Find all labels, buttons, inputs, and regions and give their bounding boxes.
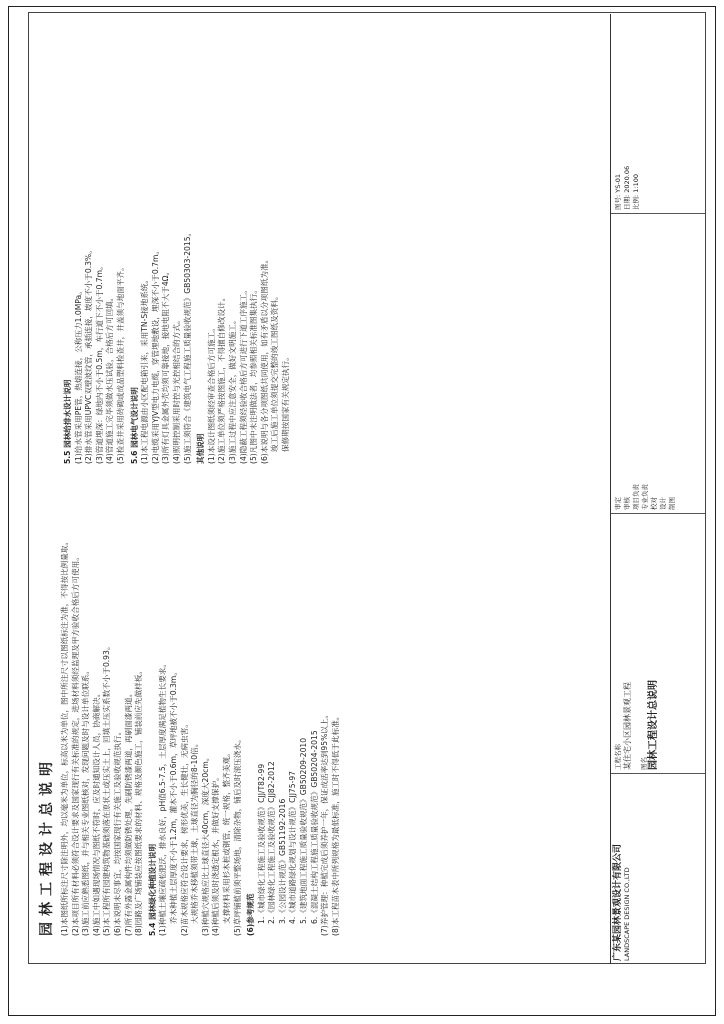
section-heading: (6)参考规范: [246, 893, 256, 936]
text-line: (2)电缆采用YJV型电力电缆，穿管埋地敷设，埋深不小于0.7m。: [150, 247, 160, 464]
section-heading: 5.6 园林电气设计说明: [129, 387, 139, 464]
section-heading: 其他说明: [196, 433, 206, 464]
text-line: (3)施工前应熟悉图纸，并与相关专业图纸核对，发现问题及时与设计单位联系。: [81, 667, 91, 936]
scale: 1:100: [632, 174, 640, 193]
text-line: (6)本说明未尽事宜，均按国家现行有关施工及验收规范执行。: [112, 727, 122, 936]
text-line: (4)种植后须及时浇透定根水，并做好支撑保护。: [211, 773, 221, 936]
text-line: (3)施工过程中应注意安全，做好文明施工。: [227, 316, 237, 464]
text-line: 1.《城市绿化工程施工及验收规范》CJJ/T82-99: [256, 763, 266, 924]
text-line: (4)管道施工完毕须做水压试验，合格后方可回填。: [105, 293, 115, 464]
text-line: 2.《园林绿化工程施工及验收规范》CJJ82-2012: [267, 761, 277, 924]
text-line: 大规格乔木移植须带土球，土球直径为胸径的8-10倍。: [190, 739, 200, 924]
role-label: 专业负责: [641, 484, 649, 510]
text-line: (2)本项目所有材料必须符合设计要求及国家现行有关标准的规定，进场材料须经监理及甲方验收合格后方可使用。: [70, 553, 80, 936]
sheet-info-cell: 图号: YS-01 日期: 2020.06 比例: 1:100: [611, 14, 705, 214]
section-heading: 5.4 园林绿化种植设计说明: [147, 843, 157, 936]
text-line: (4)照明控制采用时控与光控相结合的方式。: [171, 316, 181, 464]
text-line: (1)本工程电源由小区配电箱引来，采用TN-S接地系统。: [140, 275, 150, 464]
text-line: (5)本工程所有园建构筑物基础须落在原状土或压实土上，回填土压实系数不小于0.93。: [102, 642, 112, 936]
text-line: (3)管道埋深：绿地内不小于0.5m，车行道下不小于0.7m。: [94, 262, 104, 464]
text-line: (2)苗木规格应符合设计要求，树形优美，生长健壮，无病虫害。: [179, 720, 189, 936]
text-line: (5)凡图中未注明做法者，均参照相关标准图集执行。: [249, 286, 259, 464]
text-line: (7)养护管理：种植完成后须养护一年，保证成活率达到95%以上。: [320, 710, 330, 936]
drawing-label: 图名: [640, 757, 648, 770]
text-line: (5)检查井采用砖砌或成品塑料检查井，井盖须与地面平齐。: [115, 263, 125, 464]
text-line: 4.《城市道路绿化规划与设计规范》CJJ75-97: [288, 771, 298, 924]
text-line: 乔木种植土层厚度不小于1.2m，灌木不小于0.6m，草坪地被不小于0.3m。: [168, 668, 178, 924]
project-cell: [611, 514, 705, 774]
role-label: 校对: [650, 497, 658, 510]
role-label: 项目负责: [632, 484, 640, 510]
text-line: 6.《混凝土结构工程施工质量验收规范》GB50204-2015: [309, 730, 319, 924]
role-label: 制图: [668, 497, 676, 510]
roles-cell: [611, 214, 705, 514]
text-line: 保修期按国家有关规定执行。: [280, 353, 290, 452]
text-line: (1)本图纸所标注尺寸除注明外，均以毫米为单位，标高以米为单位，图中所注尺寸以图纸标注为准，不得按比例量取。: [60, 537, 69, 936]
company-name: 广东某园林景观设计有限公司: [613, 843, 623, 961]
date: 2020.06: [623, 165, 631, 193]
role-label: 审定: [614, 497, 622, 510]
text-line: 竣工后施工单位须提交完整的竣工图纸及资料。: [270, 292, 280, 452]
drawing-title: 园林工程设计总说明: [648, 680, 659, 770]
text-line: (1)本设计图纸须经审查合格后方可施工。: [206, 324, 216, 464]
text-line: (1)种植土壤应疏松肥沃，排水良好，pH值6.5-7.5，土层厚度满足植物生长要求。: [158, 660, 168, 936]
text-line: (5)施工须符合《建筑电气工程施工质量验收规范》GB50303-2015。: [182, 228, 192, 464]
title-block: [610, 14, 705, 964]
role-label: 审核: [623, 497, 631, 510]
date-label: 日期: [623, 197, 631, 210]
scale-label: 比例: [632, 197, 640, 210]
text-line: (6)本说明与各分项图纸共同使用，如有矛盾以分项图纸为准。: [259, 255, 269, 464]
section-heading: 5.5 园林给排水设计说明: [63, 379, 72, 464]
sheet-no: YS-01: [614, 174, 622, 193]
text-line: 5.《建筑地面工程施工质量验收规范》GB50209-2010: [299, 737, 309, 924]
text-line: (4)施工中如遇现场情况与图纸不符时，应及时通知设计人员，协商解决。: [91, 689, 101, 936]
text-line: (8)本工程苗木表中所列规格为最低标准，施工时不得低于此标准。: [330, 712, 340, 936]
text-line: (5)草坪铺植前须平整场地，清除杂物，铺后及时滚压浇水。: [232, 735, 242, 936]
text-line: 支撑材料采用杉木桩或钢管，统一规格，整齐美观。: [221, 749, 231, 924]
text-line: (7)所有外露金属构件均须做防锈处理，先刷防锈漆两道，再刷面漆两道。: [123, 689, 133, 936]
company-cell: [611, 774, 705, 964]
company-name-en: LANDSCAPE DESIGN CO.,LTD: [623, 867, 631, 961]
left-text-column: [60, 496, 341, 936]
text-line: (1)给水管采用PE管，热熔连接，公称压力1.0MPa。: [73, 287, 83, 464]
text-line: (4)隐蔽工程须经验收合格后方可进行下道工序施工。: [238, 286, 248, 464]
project-label: 工程名称: [614, 744, 622, 770]
text-line: (3)种植穴规格应比土球直径大40cm，深度大20cm。: [200, 753, 210, 936]
project-name: 某住宅小区园林景观工程: [623, 682, 632, 770]
right-text-column: [60, 24, 291, 464]
text-line: (3)所有灯具金属外壳均须可靠接地，接地电阻不大于4Ω。: [161, 267, 171, 464]
role-label: 设计: [659, 497, 667, 510]
text-line: (2)排水管采用UPVC双壁波纹管，承插连接，坡度不小于0.3%。: [84, 246, 94, 464]
text-line: 3.《公园设计规范》GB51192-2016: [277, 798, 287, 924]
page-title: 园林工程设计总说明: [39, 756, 55, 936]
sheet-no-label: 图号: [614, 197, 622, 210]
text-line: (8)园路及广场铺装应按图纸要求的材料、规格及颜色施工，铺装前应先做样板。: [134, 667, 144, 936]
text-line: (2)施工单位须严格按图施工，不得擅自修改设计。: [217, 293, 227, 464]
